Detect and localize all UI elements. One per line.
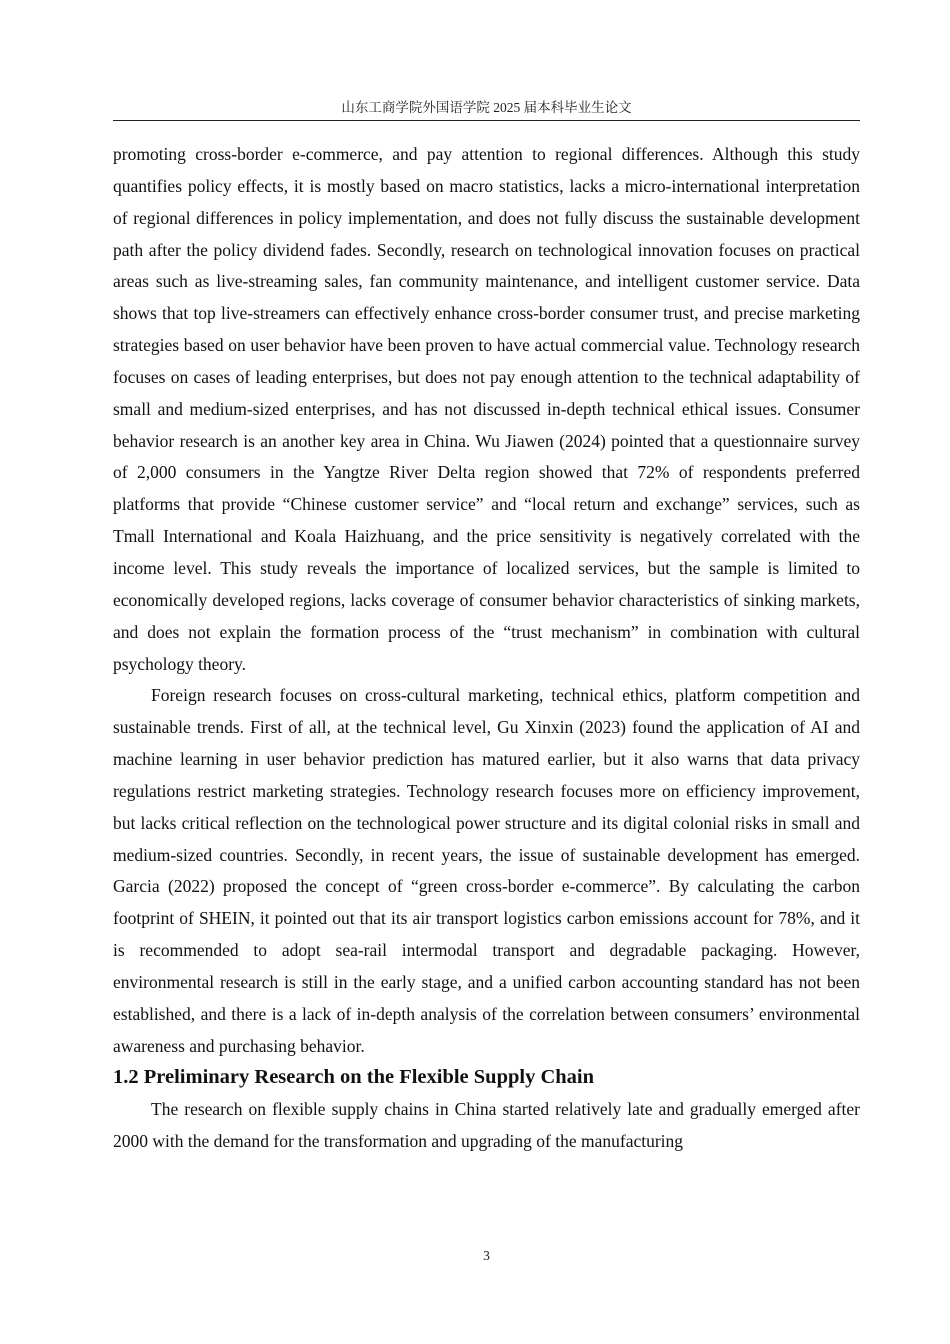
page-number: 3 [483, 1248, 490, 1263]
running-header: 山东工商学院外国语学院 2025 届本科毕业生论文 [341, 100, 632, 115]
main-text [113, 139, 860, 1158]
header-divider [113, 120, 860, 121]
section-heading: 1.2 Preliminary Research on the Flexible Supply Chain [113, 1066, 595, 1089]
paragraph-foreign-research: Foreign research focuses on cross-cultural marketing, technical ethics, platform competition and sustainable trends. First of all, at the technical level, Gu Xinxin (2023) found the application of AI and machine learning in user behavior prediction has matured earlier, but it also warns that data privacy regulations restrict marketing strategies. Technology research focuses more on efficiency improvement, but lacks critical reflection on the technological power structure and its digital colonial risks in small and medium-sized countries. Secondly, in recent years, the issue of sustainable development has emerged. Garcia (2022) proposed the concept of “green cross-border e-commerce”. By calculating the carbon footprint of SHEIN, it pointed out that its air transport logistics carbon emissions account for 78%, and it is recommended to adopt sea-rail intermodal transport and degradable packaging. However, environmental research is still in the early stage, and a unified carbon accounting standard has not been established, and there is a lack of in-depth analysis of the correlation between consumers’ environmental awareness and purchasing behavior. [113, 685, 860, 1056]
paragraph-domestic-research: promoting cross-border e-commerce, and pay attention to regional differences. Although this study quantifies policy effects, it is mostly based on macro statistics, lacks a micro-international interpretation of regional differences in policy implementation, and does not fully discuss the sustainable development path after the policy dividend fades. Secondly, research on technological innovation focuses on practical areas such as live-streaming sales, fan community maintenance, and intelligent customer service. Data shows that top live-streamers can effectively enhance cross-border consumer trust, and precise marketing strategies based on user behavior have been proven to have actual commercial value. Technology research focuses on cases of leading enterprises, but does not pay enough attention to the technical adaptability of small and medium-sized enterprises, and has not discussed in-depth technical ethical issues. Consumer behavior research is an another key area in China. Wu Jiawen (2024) pointed that a questionnaire survey of 2,000 consumers in the Yangtze River Delta region showed that 72% of respondents preferred platforms that provide “Chinese customer service” and “local return and exchange” services, such as Tmall International and Koala Haizhuang, and the price sensitivity is negatively correlated with the income level. This study reveals the importance of localized services, but the sample is limited to economically developed regions, lacks coverage of consumer behavior characteristics of sinking markets, and does not explain the formation process of the “trust mechanism” in combination with cultural psychology theory. [113, 144, 860, 674]
paragraph-flexible-supply-chain: The research on flexible supply chains in China started relatively late and gradually emerged after 2000 with the demand for the transformation and upgrading of the manufacturing [113, 1099, 860, 1152]
